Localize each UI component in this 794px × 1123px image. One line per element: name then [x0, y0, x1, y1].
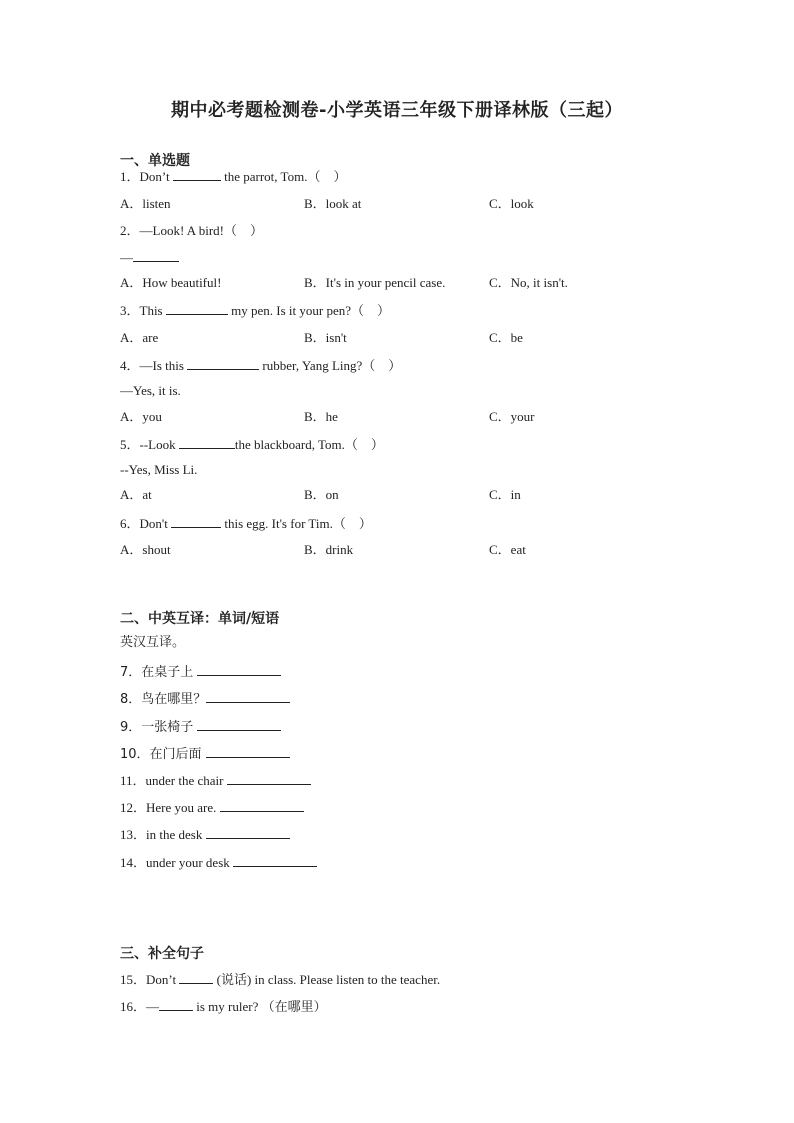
- page-title: 期中必考题检测卷-小学英语三年级下册译林版（三起）: [171, 100, 623, 121]
- section-heading-2: 二、中英互译：单词/短语: [120, 611, 280, 627]
- translation-item: 11．under the chair: [120, 772, 311, 789]
- answer-blank[interactable]: [206, 690, 290, 703]
- answer-blank[interactable]: [206, 745, 290, 758]
- q5-option-c[interactable]: C．in: [489, 487, 521, 502]
- q4-option-c[interactable]: C．your: [489, 409, 535, 424]
- section-instruction: 英汉互译。: [120, 635, 186, 650]
- question-1: 1．Don’t the parrot, Tom.（ ）: [120, 169, 347, 184]
- answer-blank[interactable]: [173, 168, 221, 181]
- question-3: 3．This my pen. Is it your pen?（ ）: [120, 303, 390, 318]
- translation-item: 10．在门后面: [120, 745, 290, 763]
- sentence-item: 15．Don’t (说话) in class. Please listen to the teacher.: [120, 972, 441, 987]
- translation-item: 8．鸟在哪里？: [120, 690, 290, 708]
- answer-blank[interactable]: [197, 663, 281, 676]
- answer-blank[interactable]: [133, 249, 179, 262]
- section-heading-3: 三、补全句子: [120, 946, 204, 962]
- q5-option-b[interactable]: B．on: [304, 487, 339, 502]
- answer-blank[interactable]: [206, 826, 290, 839]
- q4-option-b[interactable]: B．he: [304, 409, 338, 424]
- answer-blank[interactable]: [197, 718, 281, 731]
- question-6: 6．Don't this egg. It's for Tim.（ ）: [120, 516, 372, 531]
- question-4: 4．—Is this rubber, Yang Ling?（ ）: [120, 358, 402, 373]
- q2-option-a[interactable]: A．How beautiful!: [120, 275, 222, 290]
- answer-blank[interactable]: [179, 971, 213, 984]
- q1-option-b[interactable]: B．look at: [304, 196, 362, 211]
- answer-blank[interactable]: [220, 799, 304, 812]
- answer-blank[interactable]: [159, 998, 193, 1011]
- translation-item: 9．一张椅子: [120, 718, 281, 736]
- q2-option-b[interactable]: B．It's in your pencil case.: [304, 275, 446, 290]
- answer-blank[interactable]: [233, 854, 317, 867]
- question-5-reply: --Yes, Miss Li.: [120, 462, 198, 477]
- q2-option-c[interactable]: C．No, it isn't.: [489, 275, 568, 290]
- q3-option-b[interactable]: B．isn't: [304, 330, 347, 345]
- answer-blank[interactable]: [166, 302, 228, 315]
- question-2: 2．—Look! A bird!（ ）: [120, 223, 263, 238]
- q6-option-a[interactable]: A．shout: [120, 542, 171, 557]
- q1-option-c[interactable]: C．look: [489, 196, 534, 211]
- translation-item: 14．under your desk: [120, 854, 317, 871]
- q1-option-a[interactable]: A．listen: [120, 196, 171, 211]
- answer-blank[interactable]: [179, 436, 235, 449]
- q3-option-c[interactable]: C．be: [489, 330, 523, 345]
- answer-blank[interactable]: [171, 515, 221, 528]
- sentence-item: 16．— is my ruler? （在哪里）: [120, 999, 327, 1014]
- q4-option-a[interactable]: A．you: [120, 409, 162, 424]
- question-2-reply: —: [120, 249, 179, 266]
- translation-item: 7．在桌子上: [120, 663, 281, 681]
- translation-item: 12．Here you are.: [120, 799, 304, 816]
- translation-item: 13．in the desk: [120, 826, 290, 843]
- q3-option-a[interactable]: A．are: [120, 330, 159, 345]
- q6-option-c[interactable]: C．eat: [489, 542, 526, 557]
- section-heading-1: 一、单选题: [120, 153, 190, 169]
- answer-blank[interactable]: [227, 772, 311, 785]
- answer-blank[interactable]: [187, 357, 259, 370]
- question-4-reply: —Yes, it is.: [120, 383, 181, 398]
- q6-option-b[interactable]: B．drink: [304, 542, 354, 557]
- q5-option-a[interactable]: A．at: [120, 487, 152, 502]
- question-5: 5．--Look the blackboard, Tom.（ ）: [120, 437, 384, 452]
